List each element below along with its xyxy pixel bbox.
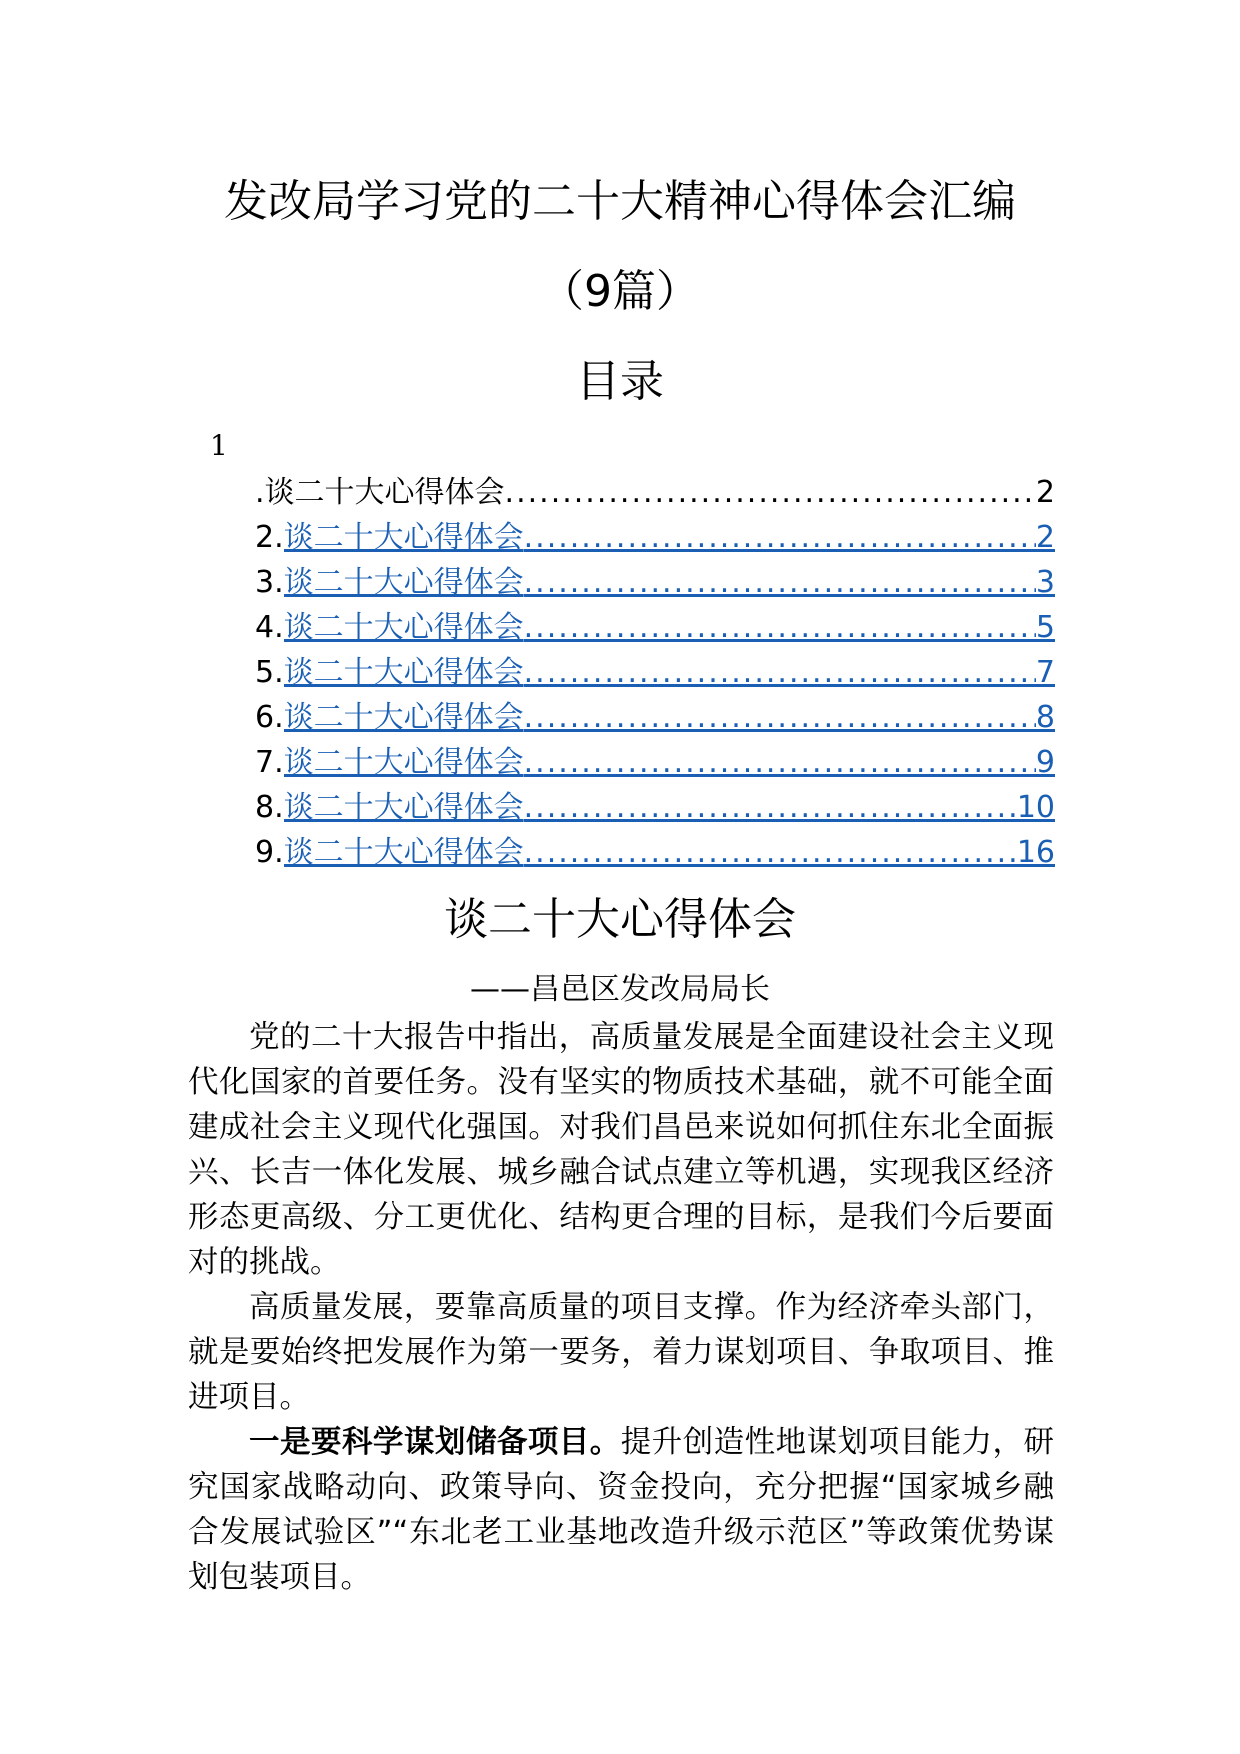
toc-entry-link[interactable] xyxy=(284,515,1055,560)
toc-entry-prefix: . xyxy=(255,475,265,510)
author-byline: ——昌邑区发改局局长 xyxy=(470,972,770,1007)
paragraph-text: 党的二十大报告中指出，高质量发展是全面建设社会主义现代化国家的首要任务。没有坚实的物质技术基础，就不可能全面建成社会主义现代化强国。对我们昌邑来说如何抓住东北全面振兴、长吉一体化发展、城乡融合试点建立等机遇，实现我区经济形态更高级、分工更优化、结构更合理的目标，是我们今后要面对的挑战。 xyxy=(188,1020,1054,1280)
toc-entry-page: 10 xyxy=(1016,790,1055,825)
section-title: 谈二十大心得体会 xyxy=(444,894,796,945)
toc-entry xyxy=(255,785,1055,830)
toc-entry xyxy=(255,470,1055,515)
toc-entry xyxy=(255,830,1055,875)
toc-entry-prefix: 6. xyxy=(255,700,284,735)
paragraph-text: 提升创造性地谋划项目能力，研究国家战略动向、政策导向、资金投向，充分把握“国家城乡融合发展试验区”“东北老工业基地改造升级示范区”等政策优势谋划包装项目。 xyxy=(188,1425,1055,1595)
toc-entry-prefix: 3. xyxy=(255,565,284,600)
document-title-line2: （9篇） xyxy=(540,266,700,317)
toc-leader-dots xyxy=(524,740,1036,785)
toc-entry-label: 谈二十大心得体会 xyxy=(264,475,505,510)
toc-heading: 目录 xyxy=(576,356,664,407)
toc-entry-page: 2 xyxy=(1035,520,1055,555)
toc-entry-link[interactable] xyxy=(284,605,1055,650)
toc-entry xyxy=(255,560,1055,605)
toc-entry-page: 9 xyxy=(1035,745,1055,780)
toc-leader-dots xyxy=(524,560,1036,605)
toc-entry-link xyxy=(265,470,1055,515)
toc-entry-prefix: 7. xyxy=(255,745,284,780)
toc-entry-page: 3 xyxy=(1035,565,1055,600)
toc-entry-prefix: 5. xyxy=(255,655,284,690)
toc-entry xyxy=(255,695,1055,740)
toc-entry-label: 谈二十大心得体会 xyxy=(283,565,524,600)
article-body xyxy=(188,1015,1054,1600)
toc-entry-label: 谈二十大心得体会 xyxy=(283,700,524,735)
toc-entry-prefix: 8. xyxy=(255,790,284,825)
toc-entry xyxy=(255,515,1055,560)
toc-entry-page: 2 xyxy=(1035,475,1055,510)
document-title-line1: 发改局学习党的二十大精神心得体会汇编 xyxy=(224,176,1016,227)
toc-leader-dots xyxy=(524,515,1036,560)
toc-leader-dots xyxy=(524,830,1017,875)
body-paragraph xyxy=(188,1015,1054,1285)
toc-entry-label: 谈二十大心得体会 xyxy=(283,790,524,825)
toc-entry-link[interactable] xyxy=(284,830,1055,875)
body-paragraph xyxy=(188,1285,1054,1420)
toc-entry-prefix: 9. xyxy=(255,835,284,870)
toc-entry xyxy=(255,605,1055,650)
toc-entry-link[interactable] xyxy=(284,785,1055,830)
toc-leader-dots xyxy=(524,650,1036,695)
paragraph-text: 高质量发展，要靠高质量的项目支撑。作为经济牵头部门，就是要始终把发展作为第一要务，着力谋划项目、争取项目、推进项目。 xyxy=(188,1290,1054,1415)
toc-entry-label: 谈二十大心得体会 xyxy=(283,835,524,870)
toc-leader-dots xyxy=(505,470,1036,515)
toc-leader-dots xyxy=(524,695,1036,740)
paragraph-lead: 一是要科学谋划储备项目。 xyxy=(249,1425,621,1460)
table-of-contents xyxy=(255,470,1055,875)
toc-entry-page: 8 xyxy=(1035,700,1055,735)
toc-stray-number: 1 xyxy=(210,429,228,462)
body-paragraph xyxy=(188,1420,1054,1600)
toc-leader-dots xyxy=(524,605,1036,650)
toc-entry-label: 谈二十大心得体会 xyxy=(283,610,524,645)
toc-leader-dots xyxy=(524,785,1017,830)
toc-entry-label: 谈二十大心得体会 xyxy=(283,655,524,690)
toc-entry-page: 16 xyxy=(1016,835,1055,870)
toc-entry-link[interactable] xyxy=(284,740,1055,785)
toc-entry-prefix: 2. xyxy=(255,520,284,555)
toc-entry-link[interactable] xyxy=(284,695,1055,740)
toc-entry-page: 7 xyxy=(1035,655,1055,690)
toc-entry-link[interactable] xyxy=(284,560,1055,605)
toc-entry xyxy=(255,740,1055,785)
toc-entry-link[interactable] xyxy=(284,650,1055,695)
toc-entry-prefix: 4. xyxy=(255,610,284,645)
toc-entry xyxy=(255,650,1055,695)
toc-entry-label: 谈二十大心得体会 xyxy=(283,520,524,555)
toc-entry-page: 5 xyxy=(1035,610,1055,645)
toc-entry-label: 谈二十大心得体会 xyxy=(283,745,524,780)
